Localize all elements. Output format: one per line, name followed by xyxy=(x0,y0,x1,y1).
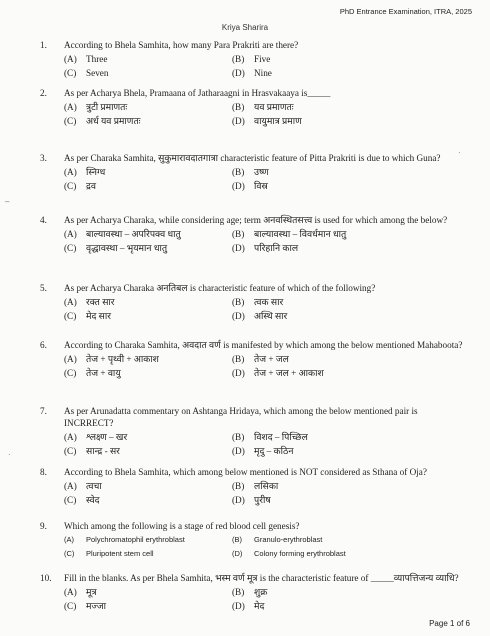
answer-option xyxy=(64,534,232,546)
option-text: Granulo-erythroblast xyxy=(254,535,323,544)
question-item xyxy=(40,152,465,192)
option-text: वायुमात्र प्रमाण xyxy=(254,116,302,126)
option-text: Polychromatophil erythroblast xyxy=(86,535,185,544)
question-item xyxy=(40,466,465,506)
margin-mark: · xyxy=(458,148,461,157)
answer-option xyxy=(64,101,232,113)
option-label: (D) xyxy=(232,181,245,191)
question-stem: According to Bhela Samhita, how many Para Prakriti are there? xyxy=(64,40,299,50)
question-item xyxy=(40,282,465,322)
question-stem: As per Acharya Charaka, while considering age; term अनवस्थितसत्त्व is used for which among the below? xyxy=(64,215,448,225)
option-text: अर्ध यव प्रमाणतः xyxy=(86,116,141,126)
answer-option xyxy=(232,101,402,113)
answer-option xyxy=(232,115,402,127)
margin-mark: – xyxy=(5,197,10,206)
answer-option xyxy=(232,445,402,457)
option-grid xyxy=(64,228,465,254)
answer-option xyxy=(64,480,232,492)
question-number: 10. xyxy=(40,573,52,583)
option-text: Pluripotent stem cell xyxy=(86,549,154,558)
option-text: मज्जा xyxy=(86,601,106,611)
answer-option xyxy=(64,115,232,127)
option-text: मृदु – कठिन xyxy=(254,446,294,456)
option-label: (B) xyxy=(232,587,245,597)
margin-mark: · xyxy=(8,450,11,459)
option-label: (A) xyxy=(64,354,77,364)
answer-option xyxy=(64,445,232,457)
option-text: स्निग्ध xyxy=(86,167,106,177)
question-item xyxy=(40,214,465,254)
answer-option xyxy=(232,494,402,506)
question-stem: As per Charaka Samhita, सुकुमारावदातगात्रा characteristic feature of Pitta Prakriti is due to which Guna? xyxy=(64,153,441,163)
option-text: विशद – पिच्छिल xyxy=(254,432,308,442)
option-label: (D) xyxy=(232,446,245,456)
question-item xyxy=(40,405,465,457)
question-number: 4. xyxy=(40,215,47,225)
option-label: (A) xyxy=(64,535,74,544)
answer-option xyxy=(232,180,402,192)
option-label: (C) xyxy=(64,549,75,558)
option-grid xyxy=(64,480,465,506)
answer-option xyxy=(232,367,402,379)
question-item xyxy=(40,87,465,127)
subject-title: Kriya Sharira xyxy=(221,23,269,32)
option-text: अस्थि सार xyxy=(254,311,288,321)
answer-option xyxy=(64,228,232,240)
answer-option xyxy=(232,480,402,492)
option-text: स्वेद xyxy=(86,495,100,505)
answer-option xyxy=(64,353,232,365)
option-grid xyxy=(64,431,465,457)
option-label: (D) xyxy=(232,601,245,611)
question-stem: According to Bhela Samhita, which among below mentioned is NOT considered as Sthana of Oja? xyxy=(64,467,427,477)
option-label: (B) xyxy=(232,229,245,239)
answer-option xyxy=(232,53,402,65)
question-stem: Which among the following is a stage of red blood cell genesis? xyxy=(64,521,300,531)
answer-option xyxy=(232,353,402,365)
answer-option xyxy=(232,310,402,322)
option-label: (A) xyxy=(64,297,77,307)
option-grid xyxy=(64,101,465,127)
option-grid xyxy=(64,296,465,322)
answer-option xyxy=(232,431,402,443)
question-item xyxy=(40,520,465,560)
option-label: (A) xyxy=(64,587,77,597)
option-label: (A) xyxy=(64,54,77,64)
option-text: श्लक्ष्ण – खर xyxy=(86,432,128,442)
answer-option xyxy=(64,586,232,598)
option-label: (A) xyxy=(64,481,77,491)
answer-option xyxy=(232,586,402,598)
option-text: बाल्यावस्था – विवर्धमान धातु xyxy=(254,229,347,239)
option-text: Nine xyxy=(254,68,272,78)
option-text: शुक्र xyxy=(254,587,268,597)
option-text: तेज + जल + आकाश xyxy=(254,368,324,378)
answer-option xyxy=(64,53,232,65)
question-stem: According to Charaka Samhita, अवदात वर्ण is manifested by which among the below mentioned Mahaboota? xyxy=(64,340,463,350)
option-label: (B) xyxy=(232,432,245,442)
option-text: द्रव xyxy=(86,181,96,191)
option-text: यव प्रमाणतः xyxy=(254,102,294,112)
option-label: (D) xyxy=(232,116,245,126)
option-text: उष्ण xyxy=(254,167,269,177)
answer-option xyxy=(64,180,232,192)
option-text: पुरीष xyxy=(254,495,271,505)
option-label: (D) xyxy=(232,243,245,253)
option-label: (C) xyxy=(64,368,77,378)
answer-option xyxy=(64,548,232,560)
option-label: (C) xyxy=(64,68,77,78)
option-text: Seven xyxy=(86,68,109,78)
question-item xyxy=(40,39,465,79)
answer-option xyxy=(64,67,232,79)
question-stem: As per Acharya Bhela, Pramaana of Jatharaagni in Hrasvakaaya is_____ xyxy=(64,88,331,98)
answer-option xyxy=(64,431,232,443)
option-text: बाल्यावस्था – अपरिपक्व धातु xyxy=(86,229,181,239)
option-text: त्वचा xyxy=(86,481,102,491)
option-label: (B) xyxy=(232,354,245,364)
exam-title: PhD Entrance Examination, ITRA, 2025 xyxy=(339,7,472,16)
answer-option xyxy=(232,242,402,254)
answer-option xyxy=(64,600,232,612)
answer-option xyxy=(232,534,402,546)
option-label: (D) xyxy=(232,68,245,78)
option-label: (D) xyxy=(232,495,245,505)
option-grid xyxy=(64,53,465,79)
option-text: मेद xyxy=(254,601,265,611)
option-label: (D) xyxy=(232,368,245,378)
option-label: (B) xyxy=(232,54,245,64)
answer-option xyxy=(64,367,232,379)
option-text: Three xyxy=(86,54,108,64)
option-text: रक्त सार xyxy=(86,297,115,307)
option-text: मेद सार xyxy=(86,311,112,321)
question-number: 2. xyxy=(40,88,47,98)
option-grid xyxy=(64,166,465,192)
question-number: 1. xyxy=(40,40,47,50)
option-label: (A) xyxy=(64,229,77,239)
option-text: विस्र xyxy=(254,181,268,191)
option-label: (C) xyxy=(64,446,77,456)
question-number: 5. xyxy=(40,283,47,293)
answer-option xyxy=(232,67,402,79)
option-grid xyxy=(64,353,465,379)
option-label: (C) xyxy=(64,311,77,321)
option-text: तेज + जल xyxy=(254,354,289,364)
option-text: लसिका xyxy=(254,481,279,491)
option-label: (B) xyxy=(232,481,245,491)
answer-option xyxy=(64,166,232,178)
question-item xyxy=(40,572,465,612)
answer-option xyxy=(64,310,232,322)
option-label: (B) xyxy=(232,102,245,112)
answer-option xyxy=(232,548,402,560)
option-label: (D) xyxy=(232,549,243,558)
option-label: (A) xyxy=(64,167,77,177)
option-text: मूत्र xyxy=(86,587,97,597)
option-label: (B) xyxy=(232,167,245,177)
question-number: 9. xyxy=(40,521,47,531)
option-text: वृद्धावस्था – भृयमान धातु xyxy=(86,243,168,253)
option-label: (D) xyxy=(232,311,245,321)
option-text: Five xyxy=(254,54,271,64)
option-label: (C) xyxy=(64,243,77,253)
answer-option xyxy=(232,296,402,308)
option-text: त्वक सार xyxy=(254,297,284,307)
answer-option xyxy=(232,166,402,178)
question-number: 6. xyxy=(40,340,47,350)
option-text: तेज + वायु xyxy=(86,368,121,378)
option-label: (B) xyxy=(232,535,242,544)
option-label: (C) xyxy=(64,181,77,191)
page-number: Page 1 of 6 xyxy=(429,619,470,628)
option-text: सान्द्र - सर xyxy=(86,446,120,456)
answer-option xyxy=(64,494,232,506)
option-label: (B) xyxy=(232,297,245,307)
option-label: (C) xyxy=(64,116,77,126)
question-stem: Fill in the blanks. As per Bhela Samhita, भस्म वर्ण मूत्र is the characteristic feature of _____व्यापत्तिजन्य व्याधि? xyxy=(64,573,459,583)
option-text: त्रुटी प्रमाणतः xyxy=(86,102,128,112)
question-number: 8. xyxy=(40,467,47,477)
question-number: 3. xyxy=(40,153,47,163)
option-text: तेज + पृथ्वी + आकाश xyxy=(86,354,159,364)
option-label: (C) xyxy=(64,601,77,611)
option-label: (A) xyxy=(64,432,77,442)
option-label: (C) xyxy=(64,495,77,505)
option-label: (A) xyxy=(64,102,77,112)
answer-option xyxy=(232,228,402,240)
answer-option xyxy=(64,296,232,308)
option-text: परिहानि काल xyxy=(254,243,299,253)
option-grid xyxy=(64,586,465,612)
option-text: Colony forming erythroblast xyxy=(254,549,346,558)
question-item xyxy=(40,339,465,379)
answer-option xyxy=(64,242,232,254)
question-number: 7. xyxy=(40,406,47,416)
question-stem: As per Arunadatta commentary on Ashtanga Hridaya, which among the below mentioned pair is INCRRECT? xyxy=(64,406,418,428)
question-stem: As per Acharya Charaka अनतिबल is characteristic feature of which of the following? xyxy=(64,283,376,293)
option-grid xyxy=(64,534,465,560)
answer-option xyxy=(232,600,402,612)
